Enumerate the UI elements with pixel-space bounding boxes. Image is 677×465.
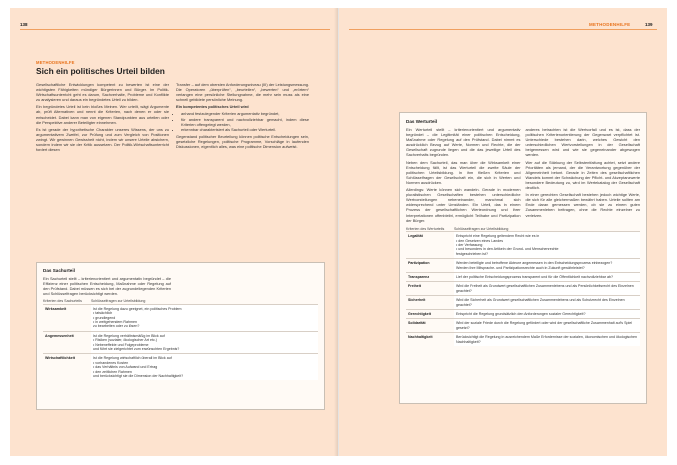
box-intro: Ein Sachurteil stellt – kriterienorientiert und argumentativ begründet – die Effizienz einer politischen Entscheidung, Maßnahme oder Regelung auf den Prüfstand. Dabei müssen es sich bei der zugrundeliegenden Kriterien und Schlüsselfragen berücksichtigt werden. xyxy=(43,276,171,297)
paragraph: anderes betrachten ist die Wertvorfall und es ist, dass der politischen Kriterienorientierung der Gegenwart verpflichtet ist. Unterschiede bestehen darin, welches Gewicht den unterschiedlichen Wertvorstellungen in der Gesellschaft beigemessen wird und wie sie gegeneinander abgewogen werden. xyxy=(525,127,640,158)
question-cell xyxy=(454,272,640,281)
header-rule xyxy=(20,29,330,30)
paragraph: Transfer – auf dem obersten Anforderungsniveau (III) der Leistungsmessung. Die Operatoren „überprüfen“, „beurteilen“, „bewerten“ und „erörtern“ verlangen eine persönliche Stellungnahme, die mehr sein muss als eine schnell gebildete persönliche Meinung. xyxy=(176,82,309,103)
paragraph: Gegenstand politischer Beurteilung können politische Entscheidungen sein, gesetzliche Regelungen, politische Programme, Vorschläge in laufenden Diskussionen, eigentlich alles, was eine politische Dimension aufweist. xyxy=(176,133,309,150)
paragraph: Neben dem Sachurteil, das man über die Wirksamkeit einer Entscheidung fällt, ist das Werturteil die zweite Säule der politischen Urteilsbildung. In ihm fließen Kriterien und Schlüsselfragen der Gesellschaft ein, die sich in Werten und Normen ausdrücken. xyxy=(406,159,521,185)
paragraph: Ein begründetes Urteil ist kein bloßes Meinen. Wer urteilt, wägt Argumente ab, prüft Alternativen und nennt die Kriterien, nach denen er oder sie entscheidet. Dabei kann man von eigenen Standpunkten aus urteilen oder die Perspektive anderer Beteiligter einnehmen. xyxy=(36,104,169,125)
table-row xyxy=(43,354,318,381)
table-row xyxy=(406,333,640,346)
left-text-column-2 xyxy=(176,82,309,151)
question-cell xyxy=(454,333,640,346)
sachurteil-table xyxy=(43,304,318,381)
question-line: Ist die Regelung dazu geeignet, ein politisches Problem xyxy=(93,306,182,311)
left-text-column-1 xyxy=(36,82,169,154)
table-row xyxy=(406,296,640,310)
paragraph: Ein Werturteil stellt – kriterienorientiert und argumentativ begründet – die Legitimität einer politischen Entscheidung, Maßnahme oder Regelung auf den Prüfstand. Dabei nimmt es ausdrücklich Bezug auf Werte, Normen und Rechte, die der Gesellschaft zugrunde liegen und die das jeweilige Urteil des Sachverhalts begründen. xyxy=(406,127,521,158)
question-line: Lief der politische Entscheidungsprozess transparent und für die Öffentlichkeit nachvollziehbar ab? xyxy=(456,274,613,279)
question-cell xyxy=(454,309,640,318)
question-line: • das Verhältnis von Aufwand und Ertrag xyxy=(93,365,158,370)
page-number-left: 138 xyxy=(20,22,28,27)
question-cell xyxy=(454,259,640,273)
question-cell xyxy=(91,354,318,381)
question-line: • grundlegend xyxy=(93,315,116,320)
question-cell xyxy=(454,232,640,259)
question-cell xyxy=(454,319,640,333)
question-line: und führt sie zielgerichtet zum erwünschten Ergebnis? xyxy=(93,347,180,352)
question-line: • tatsächlich xyxy=(93,311,113,316)
question-line: Wird die Sicherheit als Grundwert gesellschaftlichen Zusammenlebens und als Schutzrecht des Einzelnen geachtet? xyxy=(456,298,625,307)
criterion: Sicherheit xyxy=(408,298,426,303)
list-item: • anhand festzulegender Kriterien argumentativ begründet, xyxy=(181,111,309,116)
question-line: festgeschrieben ist? xyxy=(456,251,488,256)
sachurteil-box xyxy=(36,262,325,410)
header-questions: Schlüsselfragen zur Urteilsbildung xyxy=(91,299,146,304)
list-item: • für andere transparent und nachvollziehbar gemacht, indem diese Kriterien offengelegt werden, xyxy=(181,117,309,127)
paragraph: Gesellschaftliche Entwicklungen kompetent zu bewerten ist eine der wichtigsten Fähigkeiten mündiger Bürgerinnen und Bürger. Im Politik-Wirtschaftsunterricht geht es darum, Sachverhalte, Probleme und Konflikte zu analysieren und daraus ein begründetes Urteil zu bilden. xyxy=(36,82,169,103)
table-row xyxy=(43,304,318,331)
criterion: Wirtschaftlichkeit xyxy=(45,356,75,361)
werturteil-table xyxy=(406,231,640,346)
criterion: Partizipation xyxy=(408,261,430,266)
right-page xyxy=(339,8,667,456)
intro-column-2 xyxy=(526,127,641,225)
question-cell xyxy=(91,331,318,354)
table-row xyxy=(406,282,640,296)
question-line: Werden beteiligte und betroffene Akteure angemessen in den Entscheidungsprozess einbezogen? xyxy=(456,261,613,266)
paragraph: Wer auf die Stärkung der Selbstentfaltung achtet, setzt andere Prioritäten als jemand, der die Verantwortung gegenüber der Allgemeinheit betont. Gerade in Zeiten des gesellschaftlichen Wandels kommt der Schwächung der Pflicht- und Akzeptanzwerte besondere Bedeutung zu, wird im Wertekatalog der Gesellschaft deutlich. xyxy=(525,159,640,191)
question-line: • vorhandenes Kosten xyxy=(93,360,129,365)
question-line: Wird der soziale Friede durch die Regelung gefördert oder wird der gesellschaftliche Zusammenhalt auf's Spiel gesetzt? xyxy=(456,321,633,330)
section-label-right: METHODENHILFE xyxy=(589,22,631,27)
paragraph: Es ist gerade der hypothetische Charakter unseres Wissens, der uns zu argumentativem Zweifel, zur Prüfung und zum Vergleich von Positionen zwingt. Wir gewinnen Gewissheit nicht, indem wir unsere Urteile absichern, sondern indem wir sie der Kritik aussetzen. Der Politik-Wirtschaftsunterricht fordert diesen xyxy=(36,126,169,153)
question-cell xyxy=(454,282,640,296)
question-line: • den zeitlichen Rahmen xyxy=(93,369,132,374)
question-line: Ist die Regelung wirtschaftlich überall im Blick auf xyxy=(93,356,172,361)
question-line: Wird die Freiheit als Grundwert gesellschaftlichen Zusammenlebens und als Persönlichkeitsrecht des Einzelnen geachtet? xyxy=(456,284,634,293)
box-title: Das Sachurteil xyxy=(43,268,75,273)
header-criteria: Kriterien des Werturteils xyxy=(406,226,445,231)
criterion: Angemessenheit xyxy=(45,333,74,338)
table-row xyxy=(406,319,640,333)
paragraph: In einer gerechten Gesellschaft bestehen jedoch wichtige Werte, die sich für alle gleichermaßen bewährt haben. Urteile sollten am Ende daran gemessen werden, ob sie zu einem guten Zusammenleben beitragen, ohne die Rechte einzelner zu verletzen. xyxy=(525,192,640,218)
criterion: Freiheit xyxy=(408,284,421,289)
page-number-right: 139 xyxy=(645,22,653,27)
werturteil-box xyxy=(399,112,647,404)
header-questions: Schlüsselfragen zur Urteilsbildung xyxy=(454,226,509,231)
question-line: Entspricht eine Regelung geltendem Recht wie es in xyxy=(456,234,540,239)
criterion: Nachhaltigkeit xyxy=(408,335,433,340)
criterion: Solidarität xyxy=(408,321,426,326)
question-cell xyxy=(91,304,318,331)
question-line: und berücksichtigt sie die Dimension der Nachhaltigkeit? xyxy=(93,374,184,379)
table-row xyxy=(406,259,640,273)
question-line: Ist die Regelung verhältnismäßig im Blick auf xyxy=(93,333,165,338)
question-line: • der Verfassung xyxy=(456,242,483,247)
table-row xyxy=(406,232,640,259)
criterion: Legalität xyxy=(408,234,423,239)
list-item: • erkennbar charakterisiert als Sachurteil oder Werturteil. xyxy=(181,127,309,132)
header-criteria: Kriterien des Sachurteils xyxy=(43,299,82,304)
criterion: Transparenz xyxy=(408,274,430,279)
box-title: Das Werturteil xyxy=(406,119,438,124)
table-row xyxy=(406,272,640,281)
criteria-list xyxy=(176,111,309,131)
left-page xyxy=(10,8,338,456)
table-row xyxy=(406,309,640,318)
question-cell xyxy=(454,296,640,310)
question-line: Entspricht die Regelung grundsätzlich den Anforderungen sozialer Gerechtigkeit? xyxy=(456,311,586,316)
header-rule xyxy=(349,29,657,30)
question-line: • Risiken (sozialer, ökologischer Art etc.) xyxy=(93,338,157,343)
box-intro xyxy=(406,127,640,225)
question-line: • Nebeneffekte und Folgeprobleme xyxy=(93,342,149,347)
section-kicker: METHODENHILFE xyxy=(36,60,75,65)
question-line: • den Gesetzen eines Landes xyxy=(456,238,504,243)
question-line: zu bearbeiten oder zu lösen? xyxy=(93,324,140,329)
question-line: Berücksichtigt die Regelung in ausreichendem Maße Erfordernisse der sozialen, ökonomischen und ökologischen Nachhaltigkeit? xyxy=(456,335,637,344)
paragraph: Ein kompetentes politisches Urteil wird xyxy=(176,104,249,110)
criterion: Wirksamkeit xyxy=(45,306,67,311)
question-line: Werden ihre Mitsprache- und Partizipationsrechte auch in Zukunft gewährleistet? xyxy=(456,265,585,270)
intro-column-1 xyxy=(406,127,521,225)
question-line: • in weitgehendem Rahmen xyxy=(93,320,138,324)
paragraph: Allerdings: Werte können sich wandeln. Gerade in modernen pluralistischen Gesellschaften bestehen unterschiedliche Wertvorstellungen nebeneinander, manchmal sich widersprechend unter Umständen. Ein Urteil, das in einem Prozess der gesellschaftlichen Werteordnung und ihrer Interpretationen offenbleibt, ermöglicht Teilhabe und Partizipation der Bürger. xyxy=(406,187,521,223)
question-line: • und besonders in den Artikeln der Grund- und Menschenrechte xyxy=(456,247,559,252)
table-row xyxy=(43,331,318,354)
criterion: Gerechtigkeit xyxy=(408,311,431,316)
page-title: Sich ein politisches Urteil bilden xyxy=(36,66,165,76)
